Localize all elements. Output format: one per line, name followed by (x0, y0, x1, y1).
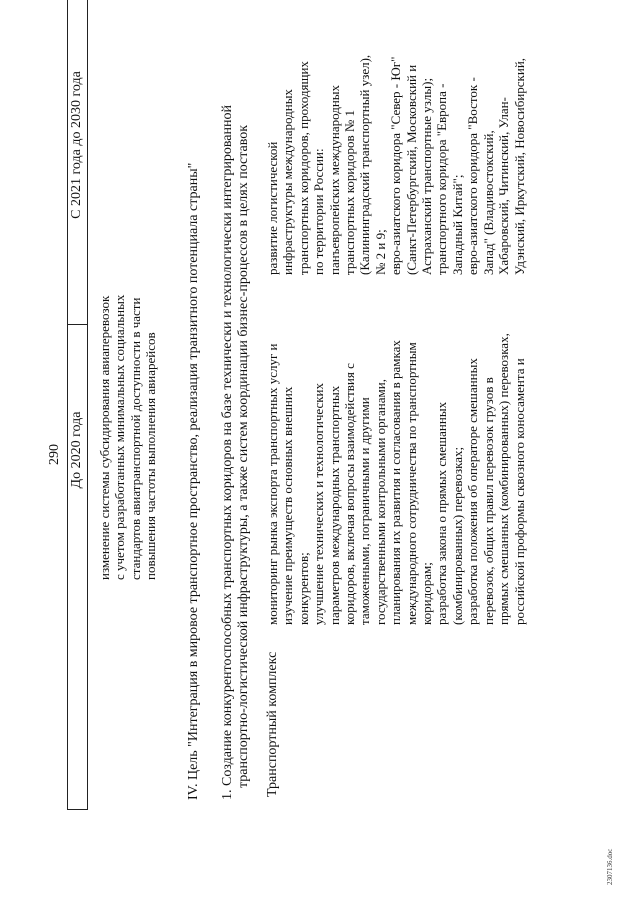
text-line: № 2 и 9; (372, 229, 388, 275)
text-line: прямых смешанных (комбинированных) перевозках, (496, 333, 512, 625)
text-line: таможенными, пограничными и другими (357, 397, 373, 625)
text-line: транспортных коридоров, проходящих (295, 61, 311, 275)
text-line: конкурентов; (295, 552, 311, 625)
goal-heading: IV. Цель "Интеграция в мировое транспортное пространство, реализация транзитного потенциала страны" (186, 162, 201, 800)
column-2030-measures (265, 3, 527, 275)
text-line: Астраханский транспортные узлы); (419, 77, 435, 275)
text-line: планирования их развития и согласования в рамках (388, 340, 404, 625)
text-line: (Калининградский транспортный узел), (357, 54, 373, 275)
text-line: разработка положения об операторе смешанных (465, 358, 481, 625)
text-line: изучение преимуществ основных внешних (280, 386, 296, 625)
text-line: транспортных коридоров № 1 (342, 109, 358, 275)
text-line: Западный Китай"; (449, 174, 465, 275)
document-file-code: 2307136.doc (606, 848, 614, 885)
text-line: евро-азиатского коридора "Восток - (465, 77, 481, 275)
text-line: государственными контрольными органами, (372, 379, 388, 625)
text-line: российской проформы сквозного коносамента и (511, 358, 527, 625)
task-heading-line: транспортно-логистической инфраструктуры, а также систем координации бизнес-процессов в целях поставок (236, 124, 251, 788)
sector-label: Транспортный комплекс (265, 651, 280, 797)
header-until-2020: До 2020 года (69, 411, 84, 489)
text-line: развитие логистической (265, 141, 280, 275)
task-heading (220, 105, 252, 800)
continuation-paragraph (97, 260, 159, 580)
text-line: Запад" (Владивостокский, (480, 130, 496, 275)
text-line: панъевропейских международных (326, 84, 342, 275)
text-line: евро-азиатского коридора "Север - Юг" (388, 56, 404, 275)
text-line: транспортного коридора "Европа - (434, 83, 450, 275)
text-line: коридоров, включая вопросы взаимодействия с (342, 363, 358, 625)
page-number: 290 (47, 444, 62, 465)
text-line: стандартов авиатранспортной доступности в части (127, 297, 143, 580)
task-heading-line: 1. Создание конкурентоспособных транспортных коридоров на базе технически и технологически интегрированной (220, 105, 235, 800)
text-line: по территории России: (311, 148, 327, 275)
text-line: разработка закона о прямых смешанных (434, 401, 450, 625)
table-header-rule (87, 0, 88, 810)
text-line: повышения частоты выполнения авиарейсов (143, 332, 159, 580)
text-line: международного сотрудничества по транспортным (403, 342, 419, 625)
text-line: перевозок, общих правил перевозок грузов в (480, 377, 496, 625)
text-line: изменение системы субсидирования авиаперевозок (97, 295, 112, 580)
text-line: (комбинированных) перевозках; (449, 446, 465, 625)
text-line: мониторинг рынка экспорта транспортных услуг и (265, 343, 280, 625)
text-line: Хабаровский, Читинский, Улан- (496, 97, 512, 275)
text-line: (Санкт-Петербургский, Московский и (403, 64, 419, 275)
text-line: Удэнский, Иркутский, Новосибирский, (511, 57, 527, 275)
column-2020-measures (265, 320, 527, 625)
table-left-border (67, 809, 87, 810)
text-line: инфраструктуры международных (280, 89, 296, 275)
header-2021-2030: С 2021 года до 2030 года (69, 71, 84, 219)
text-line: параметров международных транспортных (326, 385, 342, 625)
text-line: коридорам; (419, 562, 435, 625)
text-line: улучшение технических и технологических (311, 382, 327, 625)
table-top-rule (67, 0, 68, 810)
text-line: с учетом разработанных минимальных социальных (112, 294, 128, 580)
